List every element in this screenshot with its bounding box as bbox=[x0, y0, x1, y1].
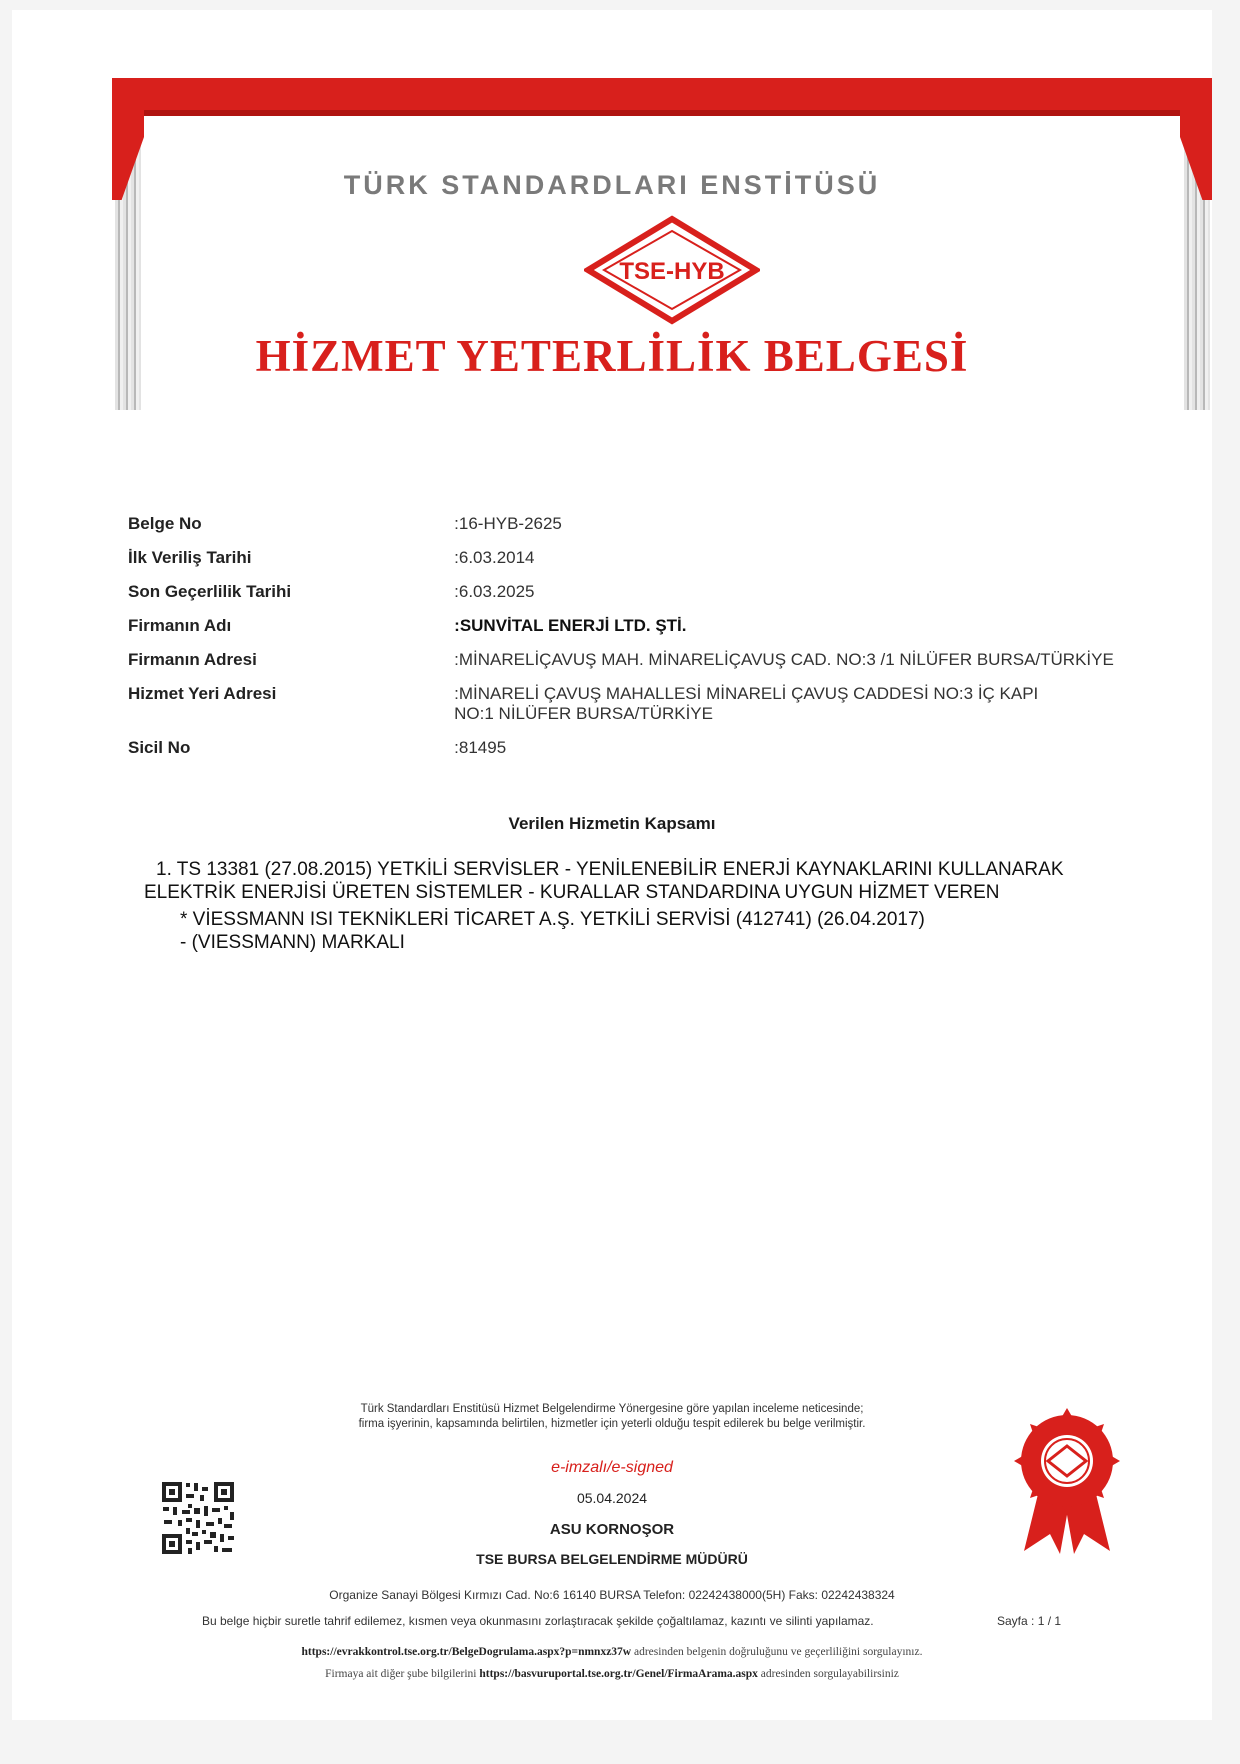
field-row-belge-no bbox=[128, 514, 1128, 534]
field-row-firma-adi bbox=[128, 616, 1128, 636]
field-value bbox=[454, 684, 1128, 724]
signer-name: ASU KORNOŞOR bbox=[549, 1521, 675, 1538]
branch-query-line bbox=[12, 1668, 1212, 1680]
scope-text bbox=[144, 858, 1116, 954]
issuance-note-line1: Türk Standardları Enstitüsü Hizmet Belgelendirme Yönergesine göre yapılan inceleme neticesinde; bbox=[360, 1403, 864, 1415]
issuance-note-line2: firma işyerinin, kapsamında belirtilen, hizmetler için yeterli olduğu tespit edilerek bu belge verilmiştir. bbox=[358, 1418, 866, 1430]
e-signature-label: e-imzalı/e-signed bbox=[551, 1459, 673, 1476]
logo-text: TSE-HYB bbox=[619, 258, 725, 285]
verification-line bbox=[12, 1646, 1212, 1658]
field-label: Son Geçerlilik Tarihi bbox=[128, 582, 292, 601]
field-value: :6.03.2014 bbox=[454, 548, 535, 567]
scope-sub-1: * VİESSMANN ISI TEKNİKLERİ TİCARET A.Ş. YETKİLİ SERVİSİ (412741) (26.04.2017) bbox=[180, 909, 925, 930]
field-label: Sicil No bbox=[128, 738, 191, 757]
signer-title: TSE BURSA BELGELENDİRME MÜDÜRÜ bbox=[476, 1551, 748, 1567]
field-value-line2: NO:1 NİLÜFER BURSA/TÜRKİYE bbox=[454, 704, 713, 723]
field-value: :SUNVİTAL ENERJİ LTD. ŞTİ. bbox=[454, 616, 687, 635]
document-title: HİZMET YETERLİLİK BELGESİ bbox=[255, 331, 969, 381]
field-value: :81495 bbox=[454, 738, 507, 757]
field-label: İlk Veriliş Tarihi bbox=[128, 548, 252, 567]
branch-text: adresinden sorgulayabilirsiniz bbox=[757, 1668, 899, 1680]
field-row-sicil-no bbox=[128, 738, 1128, 758]
certificate-page bbox=[12, 10, 1212, 1720]
certificate-fields bbox=[128, 514, 1128, 772]
field-row-hizmet-yeri bbox=[128, 684, 1128, 724]
field-value: :16-HYB-2625 bbox=[454, 514, 562, 533]
scope-title: Verilen Hizmetin Kapsamı bbox=[508, 814, 716, 833]
page-number: Sayfa : 1 / 1 bbox=[997, 1614, 1062, 1628]
field-label: Firmanın Adı bbox=[128, 616, 232, 635]
office-address: Organize Sanayi Bölgesi Kırmızı Cad. No:6 16140 BURSA Telefon: 02242438000(5H) Faks: 02242438324 bbox=[329, 1588, 895, 1602]
verification-link[interactable]: https://evrakkontrol.tse.org.tr/BelgeDogrulama.aspx?p=nmnxz37w bbox=[301, 1646, 632, 1658]
field-value-line1: :MİNARELİ ÇAVUŞ MAHALLESİ MİNARELİ ÇAVUŞ CADDESİ NO:3 İÇ KAPI bbox=[454, 684, 1039, 703]
header-banner bbox=[112, 78, 1212, 116]
signature-date: 05.04.2024 bbox=[576, 1490, 648, 1506]
branch-prefix: Firmaya ait diğer şube bilgilerini bbox=[325, 1668, 480, 1680]
field-row-son-gecerlilik bbox=[128, 582, 1128, 602]
field-label: Belge No bbox=[128, 514, 202, 533]
scope-line-1: 1. TS 13381 (27.08.2015) YETKİLİ SERVİSLER - YENİLENEBİLİR ENERJİ KAYNAKLARINI KULLANARAK bbox=[156, 859, 1064, 880]
field-label: Firmanın Adresi bbox=[128, 650, 257, 669]
tamper-disclaimer: Bu belge hiçbir suretle tahrif edilemez, kısmen veya okunmasını zorlaştıracak şekilde çoğaltılamaz, kazıntı ve silinti yapılamaz. bbox=[202, 1614, 874, 1628]
field-value: :6.03.2025 bbox=[454, 582, 535, 601]
field-label: Hizmet Yeri Adresi bbox=[128, 684, 277, 703]
field-value: :MİNARELİÇAVUŞ MAH. MİNARELİÇAVUŞ CAD. NO:3 /1 NİLÜFER BURSA/TÜRKİYE bbox=[454, 650, 1114, 669]
red-seal-icon bbox=[1012, 1406, 1122, 1556]
scope-sub-2: - (VIESSMANN) MARKALI bbox=[180, 932, 405, 953]
field-row-firma-adresi bbox=[128, 650, 1128, 670]
branch-query-link[interactable]: https://basvuruportal.tse.org.tr/Genel/FirmaArama.aspx bbox=[479, 1668, 758, 1680]
organization-name: TÜRK STANDARDLARI ENSTİTÜSÜ bbox=[343, 170, 881, 200]
verification-text: adresinden belgenin doğruluğunu ve geçerliliğini sorgulayınız. bbox=[631, 1646, 923, 1658]
field-row-ilk-verilis bbox=[128, 548, 1128, 568]
tse-hyb-logo bbox=[584, 215, 760, 325]
scope-line-2: ELEKTRİK ENERJİSİ ÜRETEN SİSTEMLER - KURALLAR STANDARDINA UYGUN HİZMET VEREN bbox=[144, 882, 1000, 903]
